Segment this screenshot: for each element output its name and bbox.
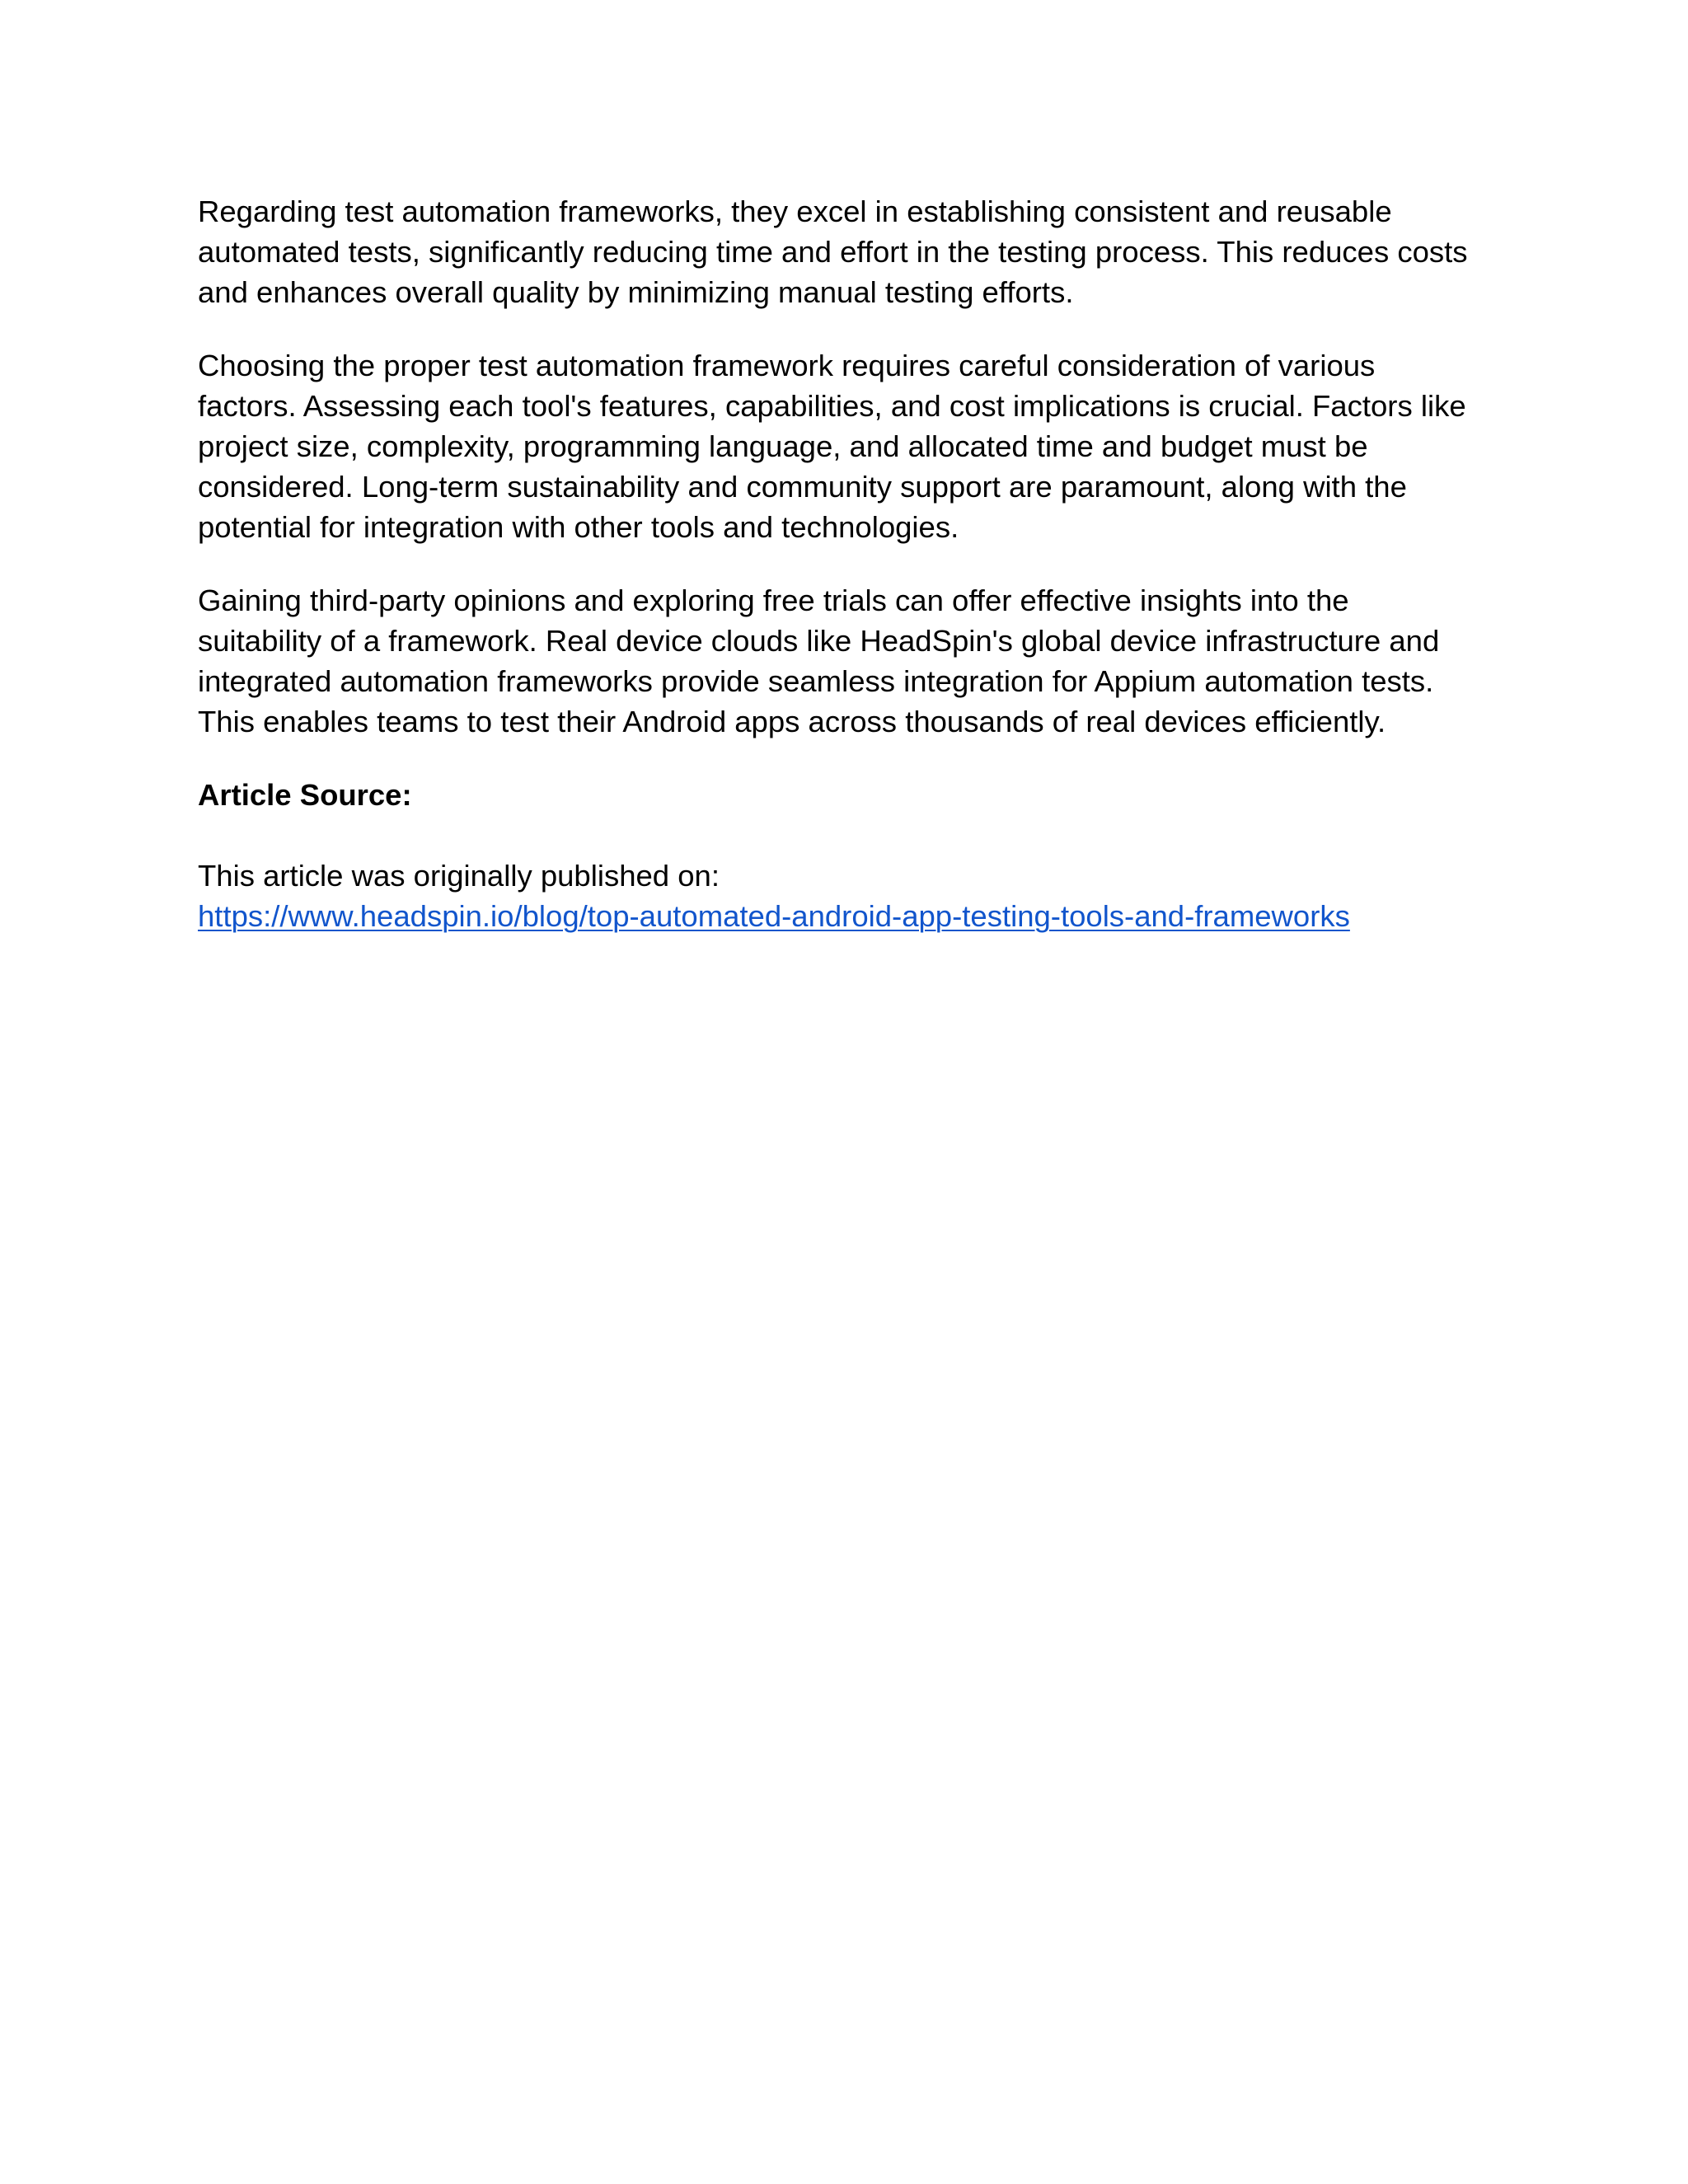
article-source-intro: This article was originally published on: bbox=[198, 859, 720, 893]
paragraph-line: suitability of a framework. Real device clouds like HeadSpin's global device infrastructure and bbox=[198, 624, 1440, 658]
paragraph-line: integrated automation frameworks provide seamless integration for Appium automation tests. bbox=[198, 664, 1434, 698]
article-source-heading: Article Source: bbox=[198, 778, 412, 812]
paragraph-line: Gaining third-party opinions and exploring free trials can offer effective insights into the bbox=[198, 583, 1349, 617]
article-source-link[interactable]: https://www.headspin.io/blog/top-automated-android-app-testing-tools-and-frameworks bbox=[198, 899, 1350, 933]
paragraph-line: project size, complexity, programming language, and allocated time and budget must be bbox=[198, 429, 1368, 463]
paragraph-line: Regarding test automation frameworks, they excel in establishing consistent and reusable bbox=[198, 194, 1392, 228]
paragraph-line: automated tests, significantly reducing time and effort in the testing process. This reduces costs bbox=[198, 235, 1468, 269]
paragraph-third-party-opinions bbox=[198, 580, 1500, 742]
paragraph-choosing-framework bbox=[198, 345, 1500, 547]
paragraph-line: and enhances overall quality by minimizing manual testing efforts. bbox=[198, 275, 1074, 309]
paragraph-line: This enables teams to test their Android apps across thousands of real devices efficiently. bbox=[198, 705, 1386, 738]
paragraph-line: considered. Long-term sustainability and community support are paramount, along with the bbox=[198, 470, 1407, 504]
document-page bbox=[198, 191, 1500, 936]
paragraph-line: potential for integration with other tools and technologies. bbox=[198, 510, 959, 544]
paragraph-line: factors. Assessing each tool's features, capabilities, and cost implications is crucial. Factors like bbox=[198, 389, 1466, 423]
article-source-block bbox=[198, 855, 1500, 936]
paragraph-test-automation-frameworks bbox=[198, 191, 1500, 312]
paragraph-line: Choosing the proper test automation framework requires careful consideration of various bbox=[198, 349, 1376, 382]
